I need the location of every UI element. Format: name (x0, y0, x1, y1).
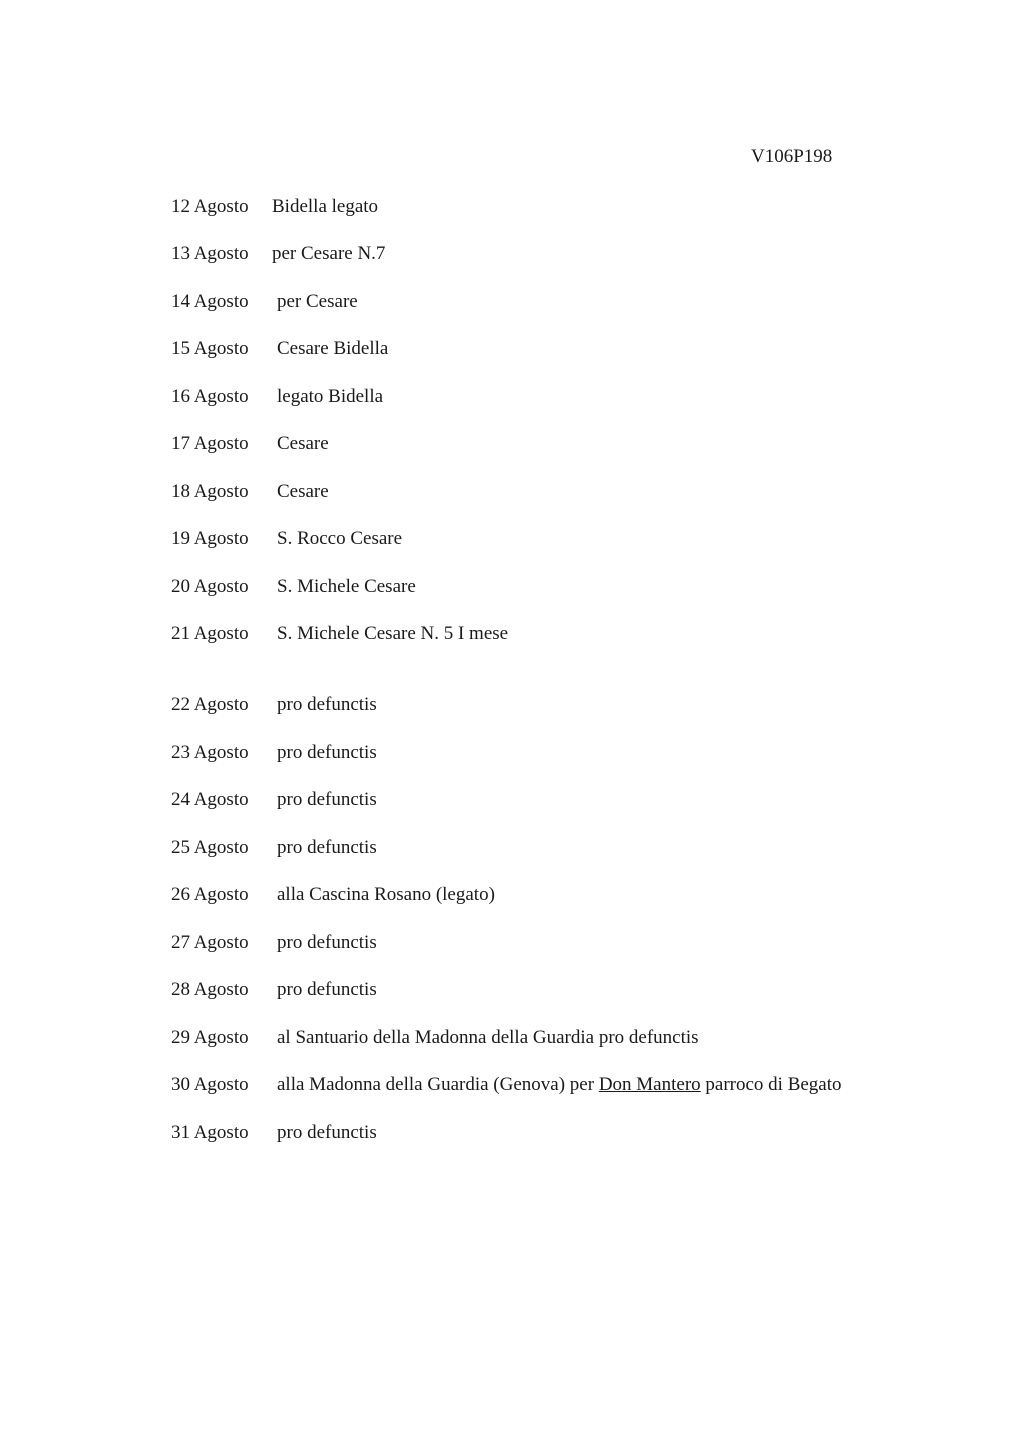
entry-date: 31 Agosto (171, 1122, 249, 1143)
entry-text: pro defunctis (277, 979, 377, 1000)
entry-text: Bidella legato (272, 196, 379, 217)
entry-date: 12 Agosto (171, 196, 249, 217)
entry-date: 25 Agosto (171, 837, 249, 858)
entry-text: alla Cascina Rosano (legato) (277, 884, 495, 905)
list-item (171, 481, 329, 503)
list-item (171, 576, 416, 598)
entry-date: 21 Agosto (171, 623, 249, 644)
entry-date: 28 Agosto (171, 979, 249, 1000)
entry-text: Cesare (277, 433, 329, 454)
list-item (171, 1027, 699, 1049)
list-item (171, 789, 377, 811)
entry-text: pro defunctis (277, 694, 377, 715)
list-item (171, 291, 358, 313)
list-item (171, 837, 377, 859)
entry-date: 18 Agosto (171, 481, 249, 502)
entry-date: 22 Agosto (171, 694, 249, 715)
list-item (171, 623, 508, 645)
entry-text: S. Michele Cesare N. 5 I mese (277, 623, 509, 644)
entry-date: 20 Agosto (171, 576, 249, 597)
list-item (171, 979, 377, 1001)
entry-text: pro defunctis (277, 932, 377, 953)
entry-text: Cesare (277, 481, 329, 502)
list-item (171, 884, 495, 906)
entry-date: 29 Agosto (171, 1027, 249, 1048)
entry-text: Cesare Bidella (277, 338, 389, 359)
page-code: V106P198 (751, 146, 833, 167)
entry-date: 15 Agosto (171, 338, 249, 359)
entry-text: al Santuario della Madonna della Guardia pro defunctis (277, 1027, 699, 1048)
list-item (171, 528, 402, 550)
entry-text: pro defunctis (277, 789, 377, 810)
entry-date: 19 Agosto (171, 528, 249, 549)
list-item (171, 338, 388, 360)
entry-text: alla Madonna della Guardia (Genova) per (277, 1074, 595, 1095)
entry-text: pro defunctis (277, 837, 377, 858)
entry-date: 26 Agosto (171, 884, 249, 905)
entry-date: 24 Agosto (171, 789, 249, 810)
list-item (171, 932, 377, 954)
list-item (171, 742, 377, 764)
entry-text: pro defunctis (277, 742, 377, 763)
entry-text: per Cesare N.7 (272, 243, 386, 264)
list-item (171, 694, 377, 716)
entry-text: S. Rocco Cesare (277, 528, 403, 549)
entry-date: 13 Agosto (171, 243, 249, 264)
entry-text: S. Michele Cesare (277, 576, 416, 597)
entry-date: 14 Agosto (171, 291, 249, 312)
entry-text: per Cesare (277, 291, 358, 312)
list-item (171, 433, 329, 455)
list-item (171, 196, 378, 218)
list-item (171, 386, 383, 408)
list-item (171, 1074, 842, 1096)
entry-text-tail: parroco di Begato (705, 1074, 842, 1095)
entry-text: legato Bidella (277, 386, 384, 407)
entry-date: 30 Agosto (171, 1074, 249, 1095)
underlined-name: Don Mantero (598, 1074, 701, 1095)
entry-text: pro defunctis (277, 1122, 377, 1143)
entry-date: 23 Agosto (171, 742, 249, 763)
list-item (171, 243, 385, 265)
entry-date: 17 Agosto (171, 433, 249, 454)
entry-date: 16 Agosto (171, 386, 249, 407)
entry-date: 27 Agosto (171, 932, 249, 953)
list-item (171, 1122, 377, 1144)
